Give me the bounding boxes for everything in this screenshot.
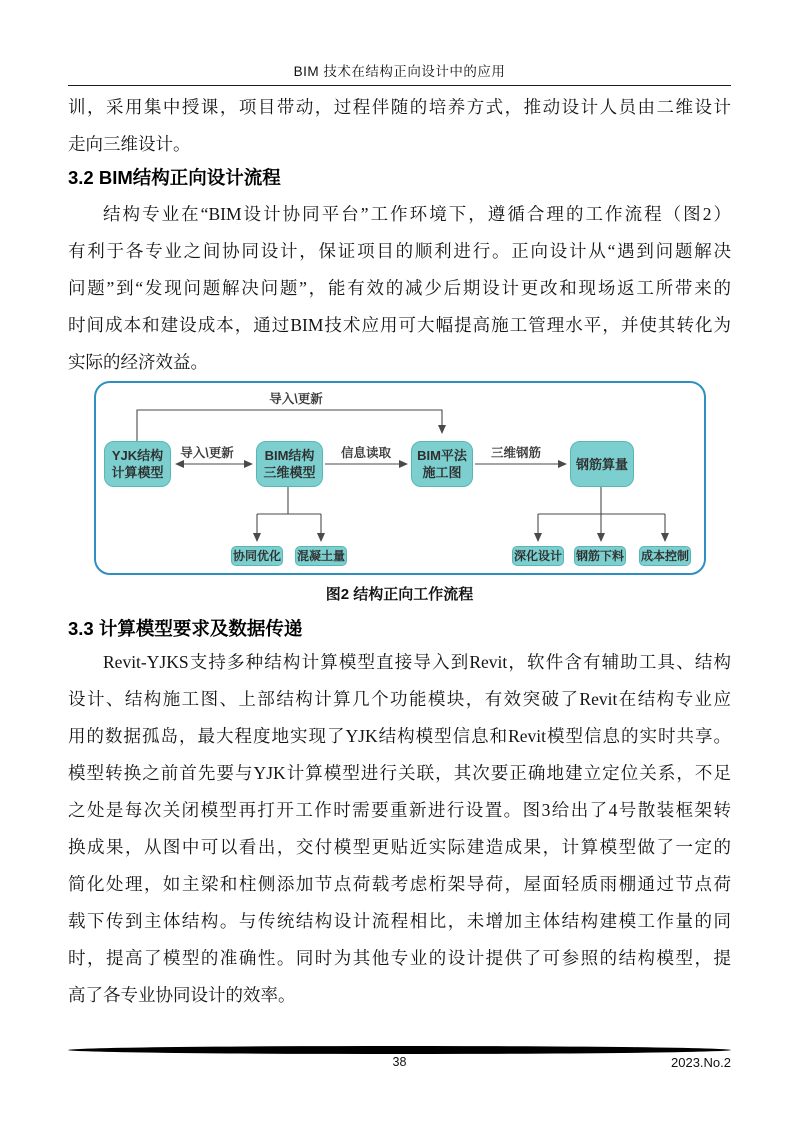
figure-caption: 图2 结构正向工作流程 <box>325 586 474 603</box>
text-line: Revit-YJKS支持多种结构计算模型直接导入到Revit，软件含有辅助工具、结构 <box>103 652 731 672</box>
node-label: 钢筋算量 <box>575 456 628 472</box>
text-line: 结构专业在“BIM设计协同平台”工作环境下，遵循合理的工作流程（图2） <box>103 204 731 224</box>
text-line: 时，提高了模型的准确性。同时为其他专业的设计提供了可参照的结构模型，提 <box>68 948 731 968</box>
text-line: 用的数据孤岛，最大程度地实现了YJK结构模型信息和Revit模型信息的实时共享。 <box>68 726 731 746</box>
section-heading-3-3: 3.3 计算模型要求及数据传递 <box>68 618 303 639</box>
text-line: 简化处理，如主梁和柱侧添加节点荷载考虑桁架导荷，屋面轻质雨棚通过节点荷 <box>68 874 731 894</box>
text-line: 实际的经济效益。 <box>68 352 208 372</box>
edge-right-split-stem <box>538 487 665 514</box>
node-label: YJK结构 <box>111 448 164 463</box>
flow-diagram-figure2 <box>94 381 706 575</box>
edge-import-update-top <box>137 410 442 441</box>
node-label: BIM结构 <box>264 448 315 463</box>
page-header-title: BIM 技术在结构正向设计中的应用 <box>293 64 506 79</box>
node-label: 三维模型 <box>263 465 316 480</box>
diagram-node-rebar-quantity <box>570 441 634 487</box>
footer-bar <box>68 1046 731 1054</box>
paragraph-intro <box>68 89 731 163</box>
diagram-node-collab-optimization <box>231 546 283 566</box>
text-line: 设计、结构施工图、上部结构计算几个功能模块，有效突破了Revit在结构专业应 <box>68 689 731 709</box>
node-label: 钢筋下料 <box>575 549 624 563</box>
text-line: 有利于各专业之间协同设计，保证项目的顺利进行。正向设计从“遇到问题解决 <box>68 241 731 261</box>
text-line: 换成果，从图中可以看出，交付模型更贴近实际建造成果，计算模型做了一定的 <box>68 837 731 857</box>
node-label: 混凝土量 <box>296 549 345 563</box>
diagram-node-rebar-cutting <box>574 546 626 566</box>
text-line: 载下传到主体结构。与传统结构设计流程相比，未增加主体结构建模工作量的同 <box>68 911 731 931</box>
text-line: 训，采用集中授课，项目带动，过程伴随的培养方式，推动设计人员由二维设计 <box>68 97 731 117</box>
text-line: 时间成本和建设成本，通过BIM技术应用可大幅提高施工管理水平，并使其转化为 <box>68 315 731 335</box>
page-number: 38 <box>392 1055 407 1069</box>
paragraph-3-2 <box>68 196 731 381</box>
diagram-label-info-read: 信息读取 <box>340 446 391 460</box>
node-label: 协同优化 <box>232 549 281 563</box>
diagram-node-bim-plan-drawing <box>411 441 473 487</box>
page-content <box>68 0 731 1014</box>
node-label: 成本控制 <box>640 549 689 563</box>
text-line: 高了各专业协同设计的效率。 <box>68 985 296 1005</box>
diagram-label-3d-rebar: 三维钢筋 <box>490 446 541 460</box>
diagram-label-import-update-top: 导入\更新 <box>269 392 323 406</box>
node-label: 深化设计 <box>513 549 562 563</box>
footer-row <box>68 1055 731 1073</box>
text-line: 之处是每次关闭模型再打开工作时需要重新进行设置。图3给出了4号散装框架转 <box>68 800 731 820</box>
text-line: 问题”到“发现问题解决问题”，能有效的减少后期设计更改和现场返工所带来的 <box>68 278 731 298</box>
diagram-node-detailed-design <box>512 546 564 566</box>
diagram-node-bim-3d-model <box>256 441 323 487</box>
node-label: 计算模型 <box>111 465 164 480</box>
text-line: 走向三维设计。 <box>68 134 191 154</box>
diagram-label-import-update: 导入\更新 <box>180 446 234 460</box>
node-label: 施工图 <box>422 465 462 480</box>
issue-number: 2023.No.2 <box>671 1055 731 1070</box>
diagram-node-cost-control <box>639 546 691 566</box>
diagram-node-concrete-quantity <box>295 546 347 566</box>
node-label: BIM平法 <box>417 448 467 463</box>
edge-left-split-stem <box>257 487 321 514</box>
header-rule <box>68 85 731 86</box>
text-line: 模型转换之前首先要与YJK计算模型进行关联，其次要正确地建立定位关系，不足 <box>68 763 731 783</box>
paragraph-3-3 <box>68 644 731 1014</box>
diagram-node-yjk-calc-model <box>104 441 171 487</box>
section-heading-3-2: 3.2 BIM结构正向设计流程 <box>68 167 281 188</box>
